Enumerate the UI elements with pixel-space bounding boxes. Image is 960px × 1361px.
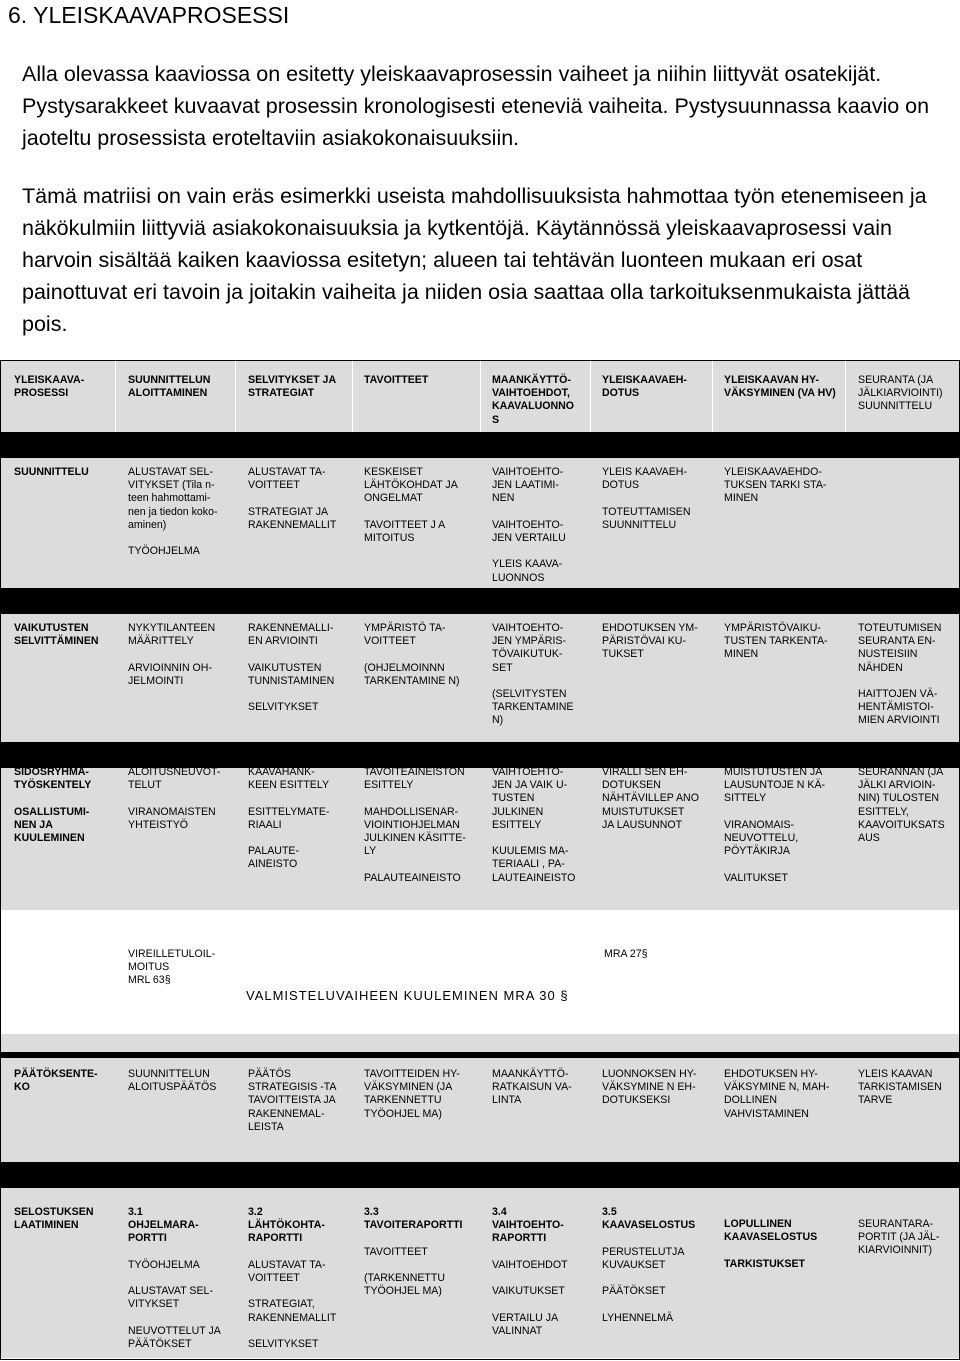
separator-bar — [0, 742, 960, 768]
cell-suunnittelu-2: ALUSTAVAT TA- VOITTEET STRATEGIAT JA RAKENNEMALLIT — [248, 466, 337, 531]
intro-paragraph-1: Alla olevassa kaaviossa on esitetty yleiskaavaprosessin vaiheet ja niihin liittyvät osatekijät. Pystysarakkeet kuvaavat prosessin kronologisesti eteneviä vaiheita. Pystysuunnassa kaavio on jaoteltu prosessista eroteltaviin asiakokonaisuuksiin. — [22, 62, 930, 150]
cell-suunnittelu-5: YLEIS KAAVAEH- DOTUS TOTEUTTAMISEN SUUNNITTELU — [602, 466, 691, 531]
header-vaihtoehdot: MAANKÄYTTÖ- VAIHTOEHDOT, KAAVALUONNO S — [492, 374, 574, 426]
cell-sidosryhma-4: VAIHTOEHTO- JEN JA VAIK U- TUSTEN JULKINEN ESITTELY KUULEMIS MA- TERIAALI , PA- LAUTEAINEISTO — [492, 766, 576, 884]
column-divider — [115, 360, 116, 432]
mra27-note: MRA 27§ — [604, 948, 648, 960]
cell-suunnittelu-4: VAIHTOEHTO- JEN LAATIMI- NEN VAIHTOEHTO- JEN VERTAILU YLEIS KAAVA- LUONNOS — [492, 466, 566, 584]
row-label-vaikutukset: VAIKUTUSTEN SELVITTÄMINEN — [14, 622, 99, 648]
separator-bar — [0, 1162, 960, 1188]
cell-sidosryhma-6: MUISTUTUSTEN JA LAUSUNTOJE N KÄ- SITTELY VIRANOMAIS- NEUVOTTELU, PÖYTÄKIRJA VALITUKSET — [724, 766, 826, 884]
cell-selostus-3: 3.3 TAVOITERAPORTTI TAVOITTEET (TARKENNETTU TYÖOHJEL MA) — [364, 1206, 463, 1298]
separator-bar — [0, 588, 960, 614]
cell-selostus-4: 3.4 VAIHTOEHTO- RAPORTTI VAIHTOEHDOT VAIKUTUKSET VERTAILU JA VALINNAT — [492, 1206, 568, 1337]
cell-sidosryhma-1: ALOITUSNEUVOT- TELUT VIRANOMAISTEN YHTEISTYÖ — [128, 766, 221, 831]
cell-vaikutukset-4: VAIHTOEHTO- JEN YMPÄRIS- TÖVAIKUTUK- SET (SELVITYSTEN TARKENTAMINE N) — [492, 622, 574, 727]
row-label-paatoksenteko: PÄÄTÖKSENTE- KO — [14, 1068, 98, 1094]
cell-paatoksenteko-6: EHDOTUKSEN HY- VÄKSYMINE N, MAH- DOLLINEN VAHVISTAMINEN — [724, 1068, 830, 1120]
header-selvitykset: SELVITYKSET JA STRATEGIAT — [248, 374, 337, 400]
cell-vaikutukset-1: NYKYTILANTEEN MÄÄRITTELY ARVIOINNIN OH- JELMOINTI — [128, 622, 216, 687]
report-heading: 3.1 OHJELMARA- PORTTI — [128, 1206, 199, 1245]
row-band-sidosryhma-end — [0, 1034, 960, 1052]
valmisteluvaihe-note: VALMISTELUVAIHEEN KUULEMINEN MRA 30 § — [246, 988, 569, 1003]
cell-vaikutukset-5: EHDOTUKSEN YM- PÄRISTÖVAI KU- TUKSET — [602, 622, 698, 661]
cell-paatoksenteko-4: MAANKÄYTTÖ- RATKAISUN VA- LINTA — [492, 1068, 572, 1107]
column-divider — [845, 360, 846, 432]
cell-suunnittelu-3: KESKEISET LÄHTÖKOHDAT JA ONGELMAT TAVOITTEET J A MITOITUS — [364, 466, 458, 545]
cell-vaikutukset-2: RAKENNEMALLI- EN ARVIOINTI VAIKUTUSTEN TUNNISTAMINEN SELVITYKSET — [248, 622, 335, 714]
cell-vaikutukset-6: YMPÄRISTÖVAIKU- TUSTEN TARKENTA- MINEN — [724, 622, 828, 661]
header-ehdotus: YLEISKAAVAEH- DOTUS — [602, 374, 687, 400]
cell-selostus-2: 3.2 LÄHTÖKOHTA- RAPORTTI ALUSTAVAT TA- VOITTEET STRATEGIAT, RAKENNEMALLIT SELVITYKSET — [248, 1206, 337, 1351]
row-label-sidosryhma: SIDOSRYHMÄ- TYÖSKENTELY OSALLISTUMI- NEN JA KUULEMINEN — [14, 766, 92, 845]
row-label-selostus: SELOSTUKSEN LAATIMINEN — [14, 1206, 94, 1232]
header-aloittaminen: SUUNNITTELUN ALOITTAMINEN — [128, 374, 211, 400]
page-title: 6. YLEISKAAVAPROSESSI — [8, 2, 290, 28]
cell-paatoksenteko-2: PÄÄTÖS STRATEGISIS -TA TAVOITTEISTA JA RAKENNEMAL- LEISTA — [248, 1068, 337, 1133]
report-heading: 3.3 TAVOITERAPORTTI — [364, 1206, 463, 1232]
separator-bar — [0, 432, 960, 458]
column-divider — [352, 360, 353, 432]
report-heading: 3.4 VAIHTOEHTO- RAPORTTI — [492, 1206, 564, 1245]
cell-paatoksenteko-3: TAVOITTEIDEN HY- VÄKSYMINEN (JA TARKENNETTU TYÖOHJEL MA) — [364, 1068, 460, 1120]
cell-sidosryhma-5: VIRALLI SEN EH- DOTUKSEN NÄHTÄVILLEP ANO MUISTUTUKSET JA LAUSUNNOT — [602, 766, 699, 831]
cell-selostus-1: 3.1 OHJELMARA- PORTTI TYÖOHJELMA ALUSTAVAT SEL- VITYKSET NEUVOTTELUT JA PÄÄTÖKSET — [128, 1206, 221, 1351]
vireilletulo-note: VIREILLETULOIL- MOITUS MRL 63§ — [128, 948, 216, 987]
cell-selostus-7: SEURANTARA- PORTIT (JA JÄL- KIARVIOINNIT) — [858, 1218, 940, 1257]
cell-sidosryhma-7: SEURANNAN (JA JÄLKI ARVIOIN- NIN) TULOSTEN ESITTELY, KAAVOITUKSATS AUS — [858, 766, 945, 845]
process-matrix — [0, 360, 960, 1360]
report-heading: 3.5 KAAVASELOSTUS — [602, 1206, 696, 1232]
intro-paragraph-2: Tämä matriisi on vain eräs esimerkki useista mahdollisuuksista hahmottaa työn etenemiseen ja näkökulmiin liittyviä asiakokonaisuuksia ja kytkentöjä. Käytännössä yleiskaavaprosessi vain harvoin sisältää kaiken kaaviossa esitetyn; alueen tai tehtävän luonteen mukaan eri osat painottuvat eri tavoin ja joitakin vaiheita ja niiden osia saattaa olla tarkoituksenmukaista jättää pois. — [22, 184, 927, 336]
cell-suunnittelu-6: YLEISKAAVAEHDO- TUKSEN TARKI STA- MINEN — [724, 466, 827, 505]
cell-sidosryhma-2: KAAVAHANK- KEEN ESITTELY ESITTELYMATE- RIAALI PALAUTE- AINEISTO — [248, 766, 330, 871]
header-hyvaksyminen: YLEISKAAVAN HY- VÄKSYMINEN (VA HV) — [724, 374, 836, 400]
header-seuranta: SEURANTA (JA JÄLKIARVIOINTI) SUUNNITTELU — [858, 374, 943, 413]
row-label-suunnittelu: SUUNNITTELU — [14, 466, 89, 478]
cell-sidosryhma-3: TAVOITEAINEISTON ESITTELY MAHDOLLISENAR- VIOINTIOHJELMAN JULKINEN KÄSITTE- LY PALAUTEAINEISTO — [364, 766, 466, 884]
column-divider — [590, 360, 591, 432]
column-divider — [480, 360, 481, 432]
header-tavoitteet: TAVOITTEET — [364, 374, 429, 386]
report-heading: 3.2 LÄHTÖKOHTA- RAPORTTI — [248, 1206, 325, 1245]
cell-selostus-5: 3.5 KAAVASELOSTUS PERUSTELUTJA KUVAUKSET PÄÄTÖKSET LYHENNELMÄ — [602, 1206, 696, 1324]
cell-suunnittelu-1: ALUSTAVAT SEL- VITYKSET (Tila n- teen hahmottami- nen ja tiedon koko- aminen) TYÖOHJELMA — [128, 466, 218, 558]
cell-vaikutukset-3: YMPÄRISTÖ TA- VOITTEET (OHJELMOINNN TARKENTAMINE N) — [364, 622, 460, 687]
cell-paatoksenteko-1: SUUNNITTELUN ALOITUSPÄÄTÖS — [128, 1068, 217, 1094]
header-prosessi: YLEISKAAVA- PROSESSI — [14, 374, 85, 400]
cell-paatoksenteko-5: LUONNOKSEN HY- VÄKSYMINE N EH- DOTUKSEKSI — [602, 1068, 697, 1107]
column-divider — [712, 360, 713, 432]
cell-vaikutukset-7: TOTEUTUMISEN SEURANTA EN- NUSTEISIIN NÄHDEN HAITTOJEN VÄ- HENTÄMISTOI- MIEN ARVIOINTI — [858, 622, 942, 727]
cell-paatoksenteko-7: YLEIS KAAVAN TARKISTAMISEN TARVE — [858, 1068, 942, 1107]
column-divider — [235, 360, 236, 432]
cell-selostus-6: LOPULLINEN KAAVASELOSTUS TARKISTUKSET — [724, 1218, 818, 1270]
